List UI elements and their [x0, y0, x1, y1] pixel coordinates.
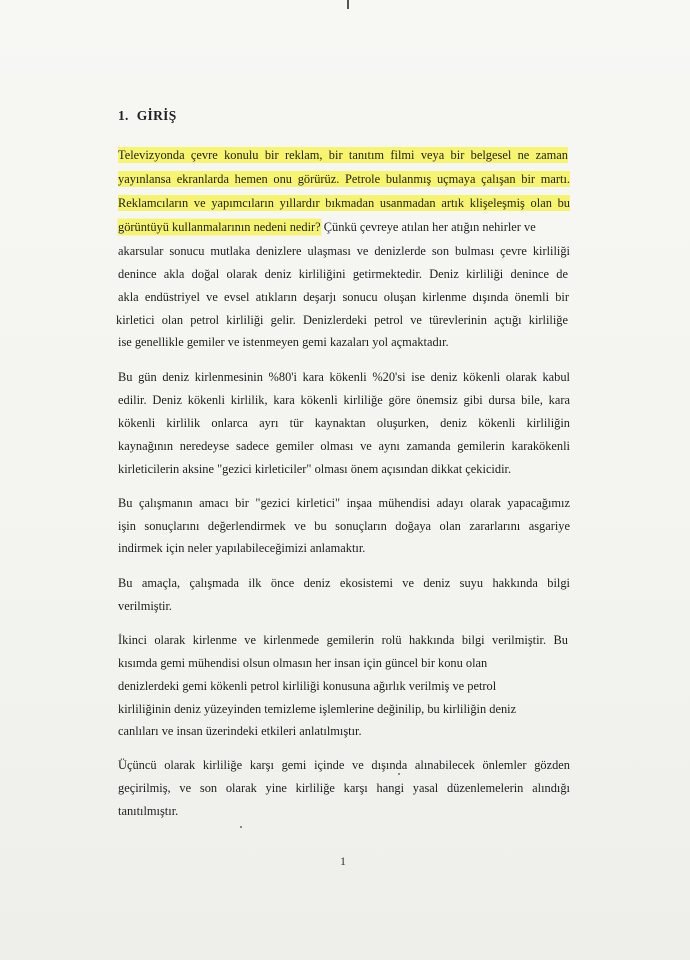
text-line: denince akla doğal olarak deniz kirliliğini getirmektedir. Deniz kirliliği denince de: [118, 267, 568, 281]
highlighted-text: görüntüyü kullanmalarının nedeni nedir?: [118, 220, 321, 234]
text-line: Bu çalışmanın amacı bir "gezici kirletici" inşaa mühendisi adayı olarak yapacağımız: [118, 496, 570, 510]
text-line: kökenli kirlilik onlarca ayrı tür kaynaktan oluşurken, deniz kökenli kirliliğin: [118, 416, 570, 430]
text-line: görüntüyü kullanmalarının nedeni nedir? Çünkü çevreye atılan her atığın nehirler ve: [118, 220, 536, 234]
text-line: akarsular sonucu mutlaka denizlere ulaşması ve denizlerde son bulması çevre kirliliği: [118, 244, 570, 258]
text-line: indirmek için neler yapılabileceğimizi anlamaktır.: [118, 541, 366, 555]
text-line: tanıtılmıştır.: [118, 804, 179, 818]
text-line: akla endüstriyel ve evsel atıkların deşarjı sonucu oluşan kirlenme dışında önemli bir: [118, 290, 569, 304]
text-line: Bu amaçla, çalışmada ilk önce deniz ekosistemi ve deniz suyu hakkında bilgi: [118, 576, 570, 590]
text-line: kirletici olan petrol kirliliği gelir. Denizlerdeki petrol ve türevlerinin açtığı kirliliğe: [116, 313, 568, 327]
text-line: kirleticilerin aksine "gezici kirleticiler" olması önem açısından dikkat çekicidir.: [118, 462, 512, 476]
text-line: Reklamcıların ve yapımcıların yıllardır bıkmadan usanmadan artık klişeleşmiş olan bu: [118, 196, 570, 210]
text-line: Televizyonda çevre konulu bir reklam, bir tanıtım filmi veya bir belgesel ne zaman: [118, 148, 568, 162]
text-line: edilir. Deniz kökenli kirlilik, kara kökenli kirliliğe göre önemsiz gibi dursa bile, kara: [118, 393, 570, 407]
text-line: Bu gün deniz kirlenmesinin %80'i kara kökenli %20'si ise deniz kökenli olarak kabul: [118, 370, 570, 384]
text-line: kaynağının neredeyse sadece gemiler olması ve aynı zamanda gemilerin karakökenli: [118, 439, 570, 453]
text-line: işin sonuçlarını değerlendirmek ve bu sonuçların doğaya olan zararlarını asgariye: [118, 519, 570, 533]
text-line: geçirilmiş, ve son olarak yine kirliliğe karşı hangi yasal düzenlemelerin alındığı: [118, 781, 570, 795]
text-line: ise genellikle gemiler ve istenmeyen gemi kazaları yol açmaktadır.: [118, 335, 449, 349]
text-line: yayınlansa ekranlarda hemen onu görürüz. Petrole bulanmış uçmaya çalışan bir martı.: [118, 172, 570, 186]
text-line: kirliliğinin deniz yüzeyinden temizleme işlemlerine değinilip, bu kirliliğin deniz: [118, 702, 517, 716]
text-line: verilmiştir.: [118, 599, 173, 613]
text-line: kısımda gemi mühendisi olsun olmasın her insan için güncel bir konu olan: [118, 656, 488, 670]
text-line: Üçüncü olarak kirliliğe karşı gemi içinde ve dışında alınabilecek önlemler gözden: [118, 758, 570, 772]
scan-mark: [347, 0, 349, 9]
scan-speck: [240, 826, 242, 828]
text-line: denizlerdeki gemi kökenli petrol kirliliği konusuna ağırlık verilmiş ve petrol: [118, 679, 497, 693]
section-title: GİRİŞ: [136, 108, 177, 123]
section-number: 1.: [118, 108, 129, 123]
scan-speck: [398, 773, 400, 775]
page-number: 1: [340, 854, 346, 868]
section-heading: [118, 108, 177, 124]
text-line: canlıları ve insan üzerindeki etkileri anlatılmıştır.: [118, 724, 362, 738]
text-line: İkinci olarak kirlenme ve kirlenmede gemilerin rolü hakkında bilgi verilmiştir. Bu: [118, 633, 568, 647]
